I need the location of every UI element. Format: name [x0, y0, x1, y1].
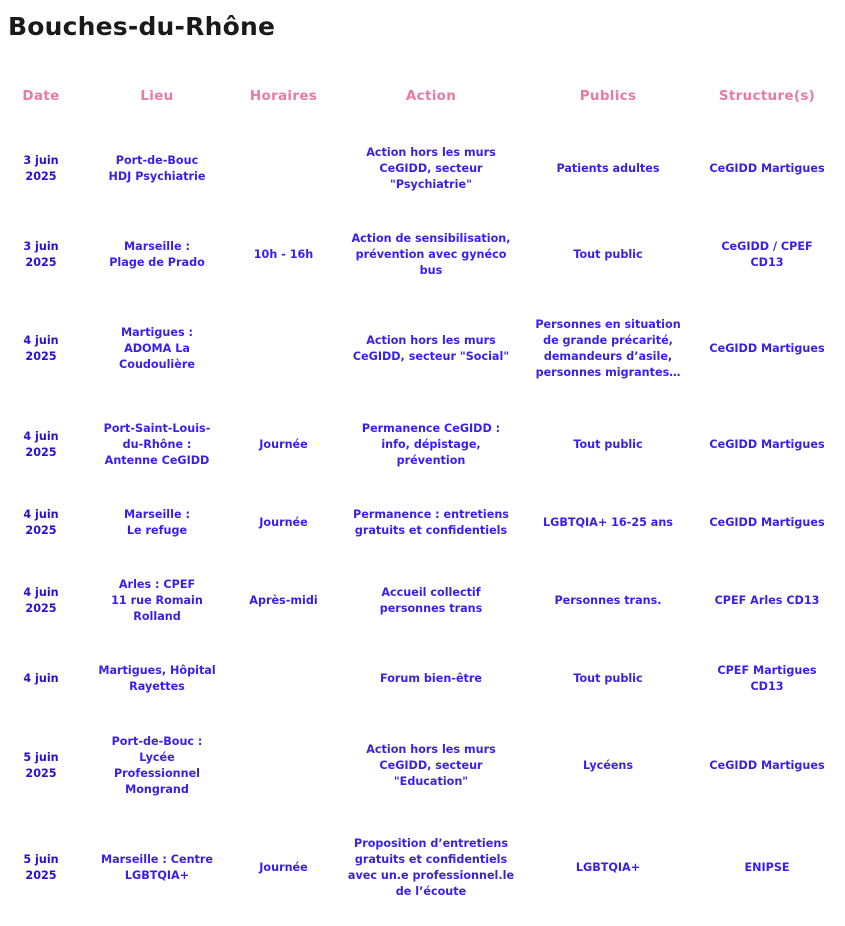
header-action: Action	[405, 88, 457, 104]
cell-publics: LGBTQIA+ 16-25 ans	[543, 515, 673, 529]
cell-lieu: Port-Saint-Louis- du-Rhône : Antenne CeGIDD	[103, 421, 211, 467]
cell-structure: CeGIDD Martigues	[709, 759, 825, 772]
header-date: Date	[22, 88, 60, 104]
table-row	[0, 635, 845, 722]
page-title: Bouches-du-Rhône	[8, 12, 276, 41]
cell-lieu: Marseille : Plage de Prado	[109, 240, 205, 269]
cell-publics: Tout public	[573, 248, 643, 261]
cell-structure: CeGIDD / CPEF CD13	[721, 240, 813, 269]
cell-structure: CeGIDD Martigues	[709, 162, 825, 175]
cell-lieu: Martigues, Hôpital Rayettes	[98, 663, 216, 693]
cell-action: Action de sensibilisation, prévention avec gynéco bus	[351, 232, 511, 277]
cell-lieu: Marseille : Le refuge	[124, 507, 190, 537]
cell-horaires	[232, 116, 335, 222]
cell-date: 5 juin 2025	[23, 853, 59, 882]
cell-lieu: Arles : CPEF 11 rue Romain Rolland	[111, 577, 203, 623]
cell-publics: LGBTQIA+	[575, 861, 641, 874]
cell-horaires: Journée	[259, 515, 308, 529]
table-row	[0, 116, 845, 222]
header-structures: Structure(s)	[718, 88, 816, 104]
cell-publics: Personnes en situation de grande précarité, demandeurs d’asile, personnes migrantes…	[535, 318, 681, 379]
cell-action: Proposition d’entretiens gratuits et confidentiels avec un.e professionnel.le de l’écoute	[347, 837, 515, 898]
table-row	[0, 288, 845, 410]
cell-action: Action hors les murs CeGIDD, secteur "Education"	[366, 743, 496, 788]
header-horaires: Horaires	[249, 88, 318, 104]
table-row	[0, 566, 845, 635]
cell-date: 4 juin	[23, 671, 59, 685]
cell-horaires	[232, 635, 335, 722]
cell-publics: Lycéens	[582, 759, 634, 772]
cell-action: Accueil collectif personnes trans	[379, 585, 483, 615]
table-row	[0, 810, 845, 926]
cell-lieu: Martigues : ADOMA La Coudoulière	[119, 326, 195, 371]
cell-structure: CeGIDD Martigues	[709, 437, 825, 451]
cell-lieu: Port-de-Bouc HDJ Psychiatrie	[108, 154, 206, 183]
cell-action: Permanence CeGIDD : info, dépistage, prévention	[361, 421, 501, 467]
table-row	[0, 722, 845, 810]
cell-date: 4 juin 2025	[23, 429, 59, 459]
cell-horaires: Après-midi	[249, 593, 318, 607]
cell-lieu: Port-de-Bouc : Lycée Professionnel Mongrand	[111, 735, 203, 796]
cell-horaires	[232, 288, 335, 410]
cell-action: Action hors les murs CeGIDD, secteur "Social"	[352, 334, 510, 363]
header-publics: Publics	[579, 88, 637, 104]
table-row	[0, 479, 845, 566]
cell-structure: CeGIDD Martigues	[709, 342, 825, 355]
schedule-table	[0, 76, 845, 926]
cell-structure: ENIPSE	[744, 861, 790, 874]
cell-date: 4 juin 2025	[23, 507, 59, 537]
cell-structure: CeGIDD Martigues	[709, 515, 825, 529]
cell-horaires	[232, 722, 335, 810]
cell-action: Action hors les murs CeGIDD, secteur "Psychiatrie"	[366, 146, 496, 191]
cell-date: 3 juin 2025	[23, 154, 59, 183]
cell-publics: Tout public	[573, 437, 643, 451]
cell-date: 3 juin 2025	[23, 240, 59, 269]
cell-action: Forum bien-être	[380, 671, 482, 685]
cell-horaires: Journée	[259, 437, 308, 451]
table-row	[0, 410, 845, 479]
cell-action: Permanence : entretiens gratuits et confidentiels	[353, 507, 509, 537]
cell-horaires: 10h - 16h	[253, 248, 314, 261]
cell-date: 5 juin 2025	[23, 751, 59, 780]
cell-publics: Personnes trans.	[554, 593, 662, 607]
cell-structure: CPEF Martigues CD13	[717, 663, 817, 693]
table-header-row	[0, 76, 845, 116]
cell-publics: Patients adultes	[556, 162, 660, 175]
cell-date: 4 juin 2025	[23, 334, 59, 363]
cell-publics: Tout public	[573, 671, 643, 685]
header-lieu: Lieu	[140, 88, 174, 104]
table-row	[0, 222, 845, 288]
cell-lieu: Marseille : Centre LGBTQIA+	[100, 853, 214, 882]
cell-date: 4 juin 2025	[23, 585, 59, 615]
cell-structure: CPEF Arles CD13	[714, 593, 820, 607]
cell-horaires: Journée	[259, 861, 308, 874]
